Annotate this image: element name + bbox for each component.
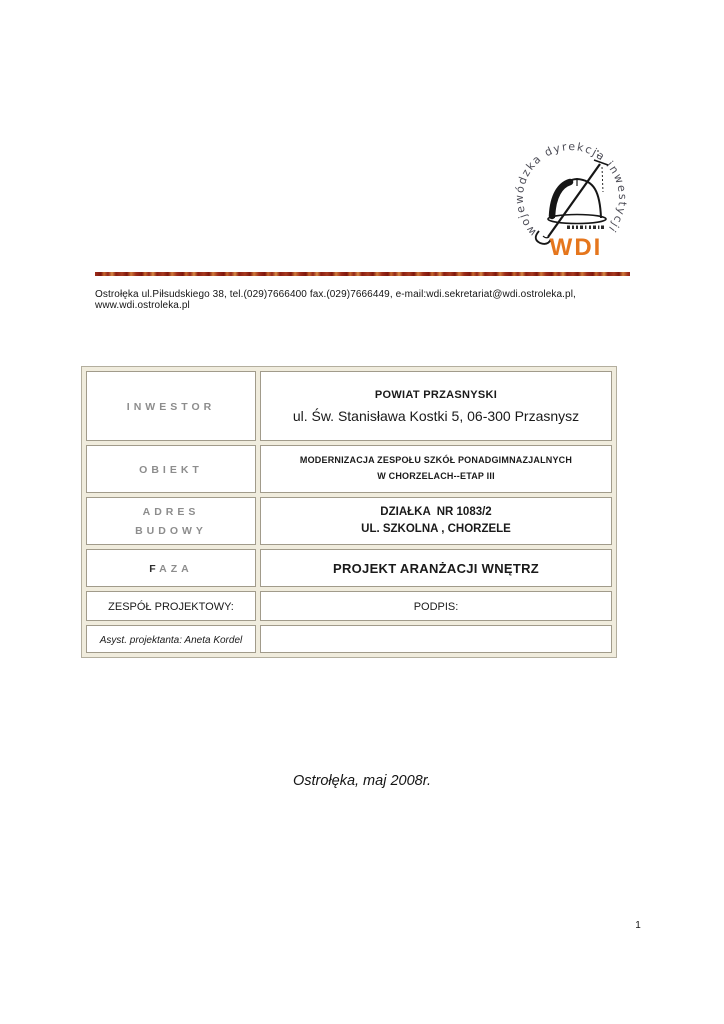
design-team-label: ZESPÓŁ PROJEKTOWY: xyxy=(108,601,234,613)
cell-adres-label xyxy=(86,497,256,545)
logo-acronym: WDI xyxy=(549,234,603,261)
place-and-date-line: Ostrołęka, maj 2008r. xyxy=(292,773,432,789)
cell-obiekt-value xyxy=(260,445,612,493)
wdi-logo-graphic xyxy=(510,140,660,275)
project-info-table xyxy=(81,366,617,658)
inwestor-label: INWESTOR xyxy=(126,400,216,413)
adres-budowy-label: ADRES BUDOWY xyxy=(135,506,207,537)
obiekt-label: OBIEKT xyxy=(139,463,203,476)
cell-faza-label xyxy=(86,549,256,587)
hard-hat-icon xyxy=(548,179,606,224)
wdi-logo xyxy=(510,140,660,275)
row-obiekt xyxy=(86,445,612,493)
object-name-line1: MODERNIZACJA ZESPOŁU SZKÓŁ PONADGIMNAZJALNYCH xyxy=(299,455,573,466)
cell-adres-value xyxy=(260,497,612,545)
phase-title: PROJEKT ARANŻACJI WNĘTRZ xyxy=(332,560,540,576)
investor-address: ul. Św. Stanisława Kostki 5, 06-300 Przasnysz xyxy=(292,407,580,424)
row-adres-budowy xyxy=(86,497,612,545)
company-address-line: Ostrołęka ul.Piłsudskiego 38, tel.(029)7666400 fax.(029)7666449, e-mail:wdi.sekretariat@wdi.ostroleka.pl, www.wdi.ostroleka.pl xyxy=(95,289,576,311)
signature-label: PODPIS: xyxy=(413,601,459,613)
row-faza xyxy=(86,549,612,587)
object-name-line2: W CHORZELACH--ETAP III xyxy=(377,471,495,481)
logo-circular-text: wojewódzka dyrekcja inwestycji xyxy=(512,140,630,239)
investor-name: POWIAT PRZASNYSKI xyxy=(374,388,498,401)
cell-asystent-label xyxy=(86,625,256,653)
cell-obiekt-label xyxy=(86,445,256,493)
logo-tick-marks xyxy=(567,226,604,230)
row-zespol xyxy=(86,591,612,621)
cell-faza-value xyxy=(260,549,612,587)
cell-asystent-signature xyxy=(260,625,612,653)
cell-podpis xyxy=(260,591,612,621)
page-number: 1 xyxy=(635,920,641,931)
row-asystent xyxy=(86,625,612,653)
header-rule xyxy=(95,272,630,276)
site-street: UL. SZKOLNA , CHORZELE xyxy=(361,523,511,535)
site-plot-number: DZIAŁKA NR 1083/2 xyxy=(380,506,492,519)
faza-label: FAZA xyxy=(149,562,193,575)
row-inwestor xyxy=(86,371,612,441)
cell-inwestor-label xyxy=(86,371,256,441)
cell-inwestor-value xyxy=(260,371,612,441)
project-info-table-wrap xyxy=(81,366,617,658)
cell-zespol-label xyxy=(86,591,256,621)
assistant-designer: Asyst. projektanta: Aneta Kordel xyxy=(99,635,243,646)
